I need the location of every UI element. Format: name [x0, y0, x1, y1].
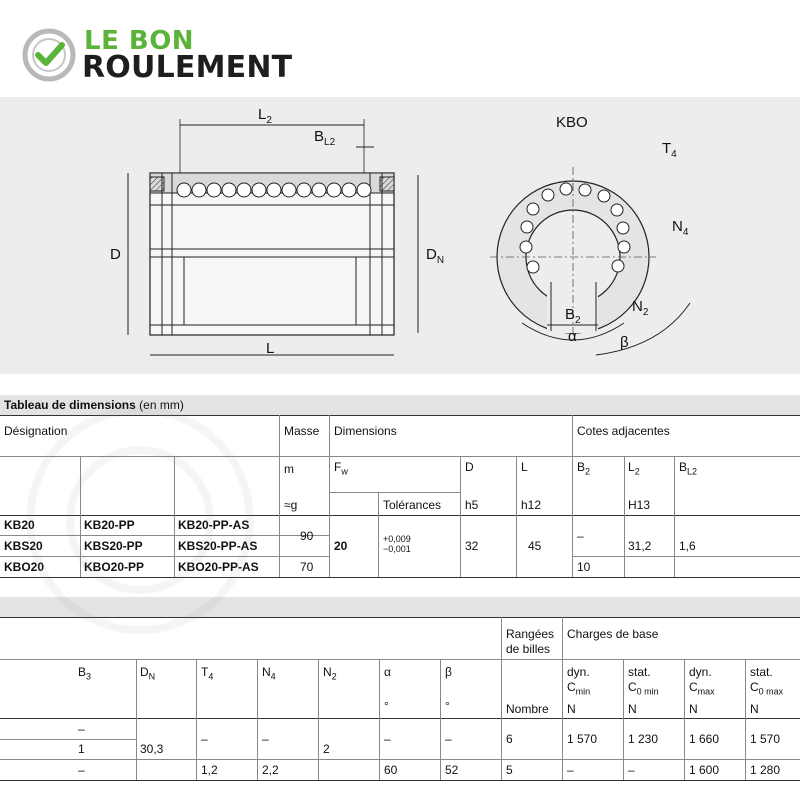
cmin-value: –	[567, 763, 574, 777]
header-b3: $B_3$	[78, 665, 92, 682]
n2-value: 2	[323, 742, 330, 756]
header-stat: stat.	[628, 665, 651, 679]
label-DN: $D_N$	[426, 246, 445, 266]
header-c0max: $C_{0 max}$	[750, 680, 784, 697]
header-cotes: Cotes adjacentes	[577, 424, 670, 438]
bl2-value: 1,6	[679, 539, 696, 553]
b3-value: –	[78, 763, 85, 777]
row-designation: KB20	[4, 518, 35, 532]
header-alpha-unit: °	[384, 699, 389, 713]
header-l-tol: h12	[521, 498, 542, 512]
label-N2: $N_2$	[632, 298, 649, 318]
row-designation: KBO20-PP	[84, 560, 145, 574]
header-stat: stat.	[750, 665, 773, 679]
header-l2: $L_2$	[628, 460, 640, 477]
technical-drawing	[0, 97, 800, 374]
label-BL2: $B_{L2}$	[314, 128, 336, 148]
l-value: 45	[528, 539, 542, 553]
tol-plus: +0,009	[383, 534, 411, 544]
fw-value: 20	[334, 539, 348, 553]
header-alpha: α	[384, 665, 391, 679]
header-beta: β	[445, 665, 452, 679]
header-d: D	[465, 460, 474, 474]
n4-value: 2,2	[262, 763, 279, 777]
row-designation: KBO20	[4, 560, 45, 574]
brand-line1: LE BON	[84, 26, 195, 56]
row-designation: KB20-PP	[84, 518, 135, 532]
n4-value: –	[262, 732, 269, 746]
label-beta: β	[620, 334, 629, 351]
beta-value: 52	[445, 763, 459, 777]
tol-minus: −0,001	[383, 544, 411, 554]
header-b2: $B_2$	[577, 460, 591, 477]
header-rangees: Rangées	[506, 627, 555, 641]
t4-value: 1,2	[201, 763, 218, 777]
label-alpha: α	[568, 328, 577, 345]
c0max-value: 1 280	[750, 763, 781, 777]
cmin-value: 1 570	[567, 732, 598, 746]
table1-title: Tableau de dimensions (en mm)	[0, 395, 800, 415]
header-dyn: dyn.	[689, 665, 712, 679]
header-designation: Désignation	[4, 424, 68, 438]
header-masse: Masse	[284, 424, 320, 438]
header-c0min: $C_{0 min}$	[628, 680, 659, 697]
header-masse-approx: ≈g	[284, 498, 298, 512]
header-de-billes: de billes	[506, 642, 551, 656]
label-B2: $B_2$	[565, 306, 581, 326]
c0max-value: 1 570	[750, 732, 781, 746]
dn-value: 30,3	[140, 742, 164, 756]
header-beta-unit: °	[445, 699, 450, 713]
label-KBO: KBO	[556, 114, 588, 131]
alpha-value: –	[384, 732, 391, 746]
header-l2-tol: H13	[628, 498, 651, 512]
header-cmax: $C_{max}$	[689, 680, 715, 697]
c0min-value: –	[628, 763, 635, 777]
cmax-value: 1 600	[689, 763, 720, 777]
c0min-value: 1 230	[628, 732, 659, 746]
header-n-unit: N	[628, 702, 637, 716]
beta-value: –	[445, 732, 452, 746]
header-n2: $N_2$	[323, 665, 337, 682]
cmax-value: 1 660	[689, 732, 720, 746]
header-n-unit: N	[689, 702, 698, 716]
table2-header-bar	[0, 597, 800, 617]
row-designation: KBS20	[4, 539, 43, 553]
d-value: 32	[465, 539, 479, 553]
label-D: D	[110, 246, 121, 263]
header-dimensions: Dimensions	[334, 424, 397, 438]
row-designation: KBS20-PP-AS	[178, 539, 258, 553]
l2-value: 31,2	[628, 539, 652, 553]
header-t4: $T_4$	[201, 665, 214, 682]
bearing-drawing	[0, 97, 800, 374]
row-designation: KBS20-PP	[84, 539, 143, 553]
masse-value: 90	[300, 529, 314, 543]
header-dn: $D_N$	[140, 665, 156, 682]
header-charges: Charges de base	[567, 627, 659, 641]
header-n4: $N_4$	[262, 665, 276, 682]
alpha-value: 60	[384, 763, 398, 777]
b3-value: –	[78, 722, 85, 736]
nombre-value: 6	[506, 732, 513, 746]
label-N4: $N_4$	[672, 218, 689, 238]
label-L2: $L_2$	[258, 106, 272, 126]
header-n-unit: N	[750, 702, 759, 716]
header-n-unit: N	[567, 702, 576, 716]
label-L: L	[266, 340, 275, 357]
row-designation: KBO20-PP-AS	[178, 560, 259, 574]
brand-line2: ROULEMENT	[82, 50, 293, 85]
masse-value: 70	[300, 560, 314, 574]
t4-value: –	[201, 732, 208, 746]
row-designation: KB20-PP-AS	[178, 518, 250, 532]
header-cmin: $C_{min}$	[567, 680, 591, 697]
nombre-value: 5	[506, 763, 513, 777]
label-T4: $T_4$	[662, 140, 677, 160]
header-masse-unit: m	[284, 462, 294, 476]
brand-logo	[22, 26, 322, 84]
header-l: L	[521, 460, 528, 474]
b3-value: 1	[78, 742, 85, 756]
header-tolerances: Tolérances	[383, 498, 442, 512]
header-bl2: $B_{L2}$	[679, 460, 698, 477]
header-d-tol: h5	[465, 498, 479, 512]
header-dyn: dyn.	[567, 665, 590, 679]
header-fw: $F_w$	[334, 460, 348, 477]
header-nombre: Nombre	[506, 702, 549, 716]
bearing-logo-icon	[22, 28, 76, 82]
b2-kbo-value: 10	[577, 560, 591, 574]
b2-value: –	[577, 529, 584, 543]
